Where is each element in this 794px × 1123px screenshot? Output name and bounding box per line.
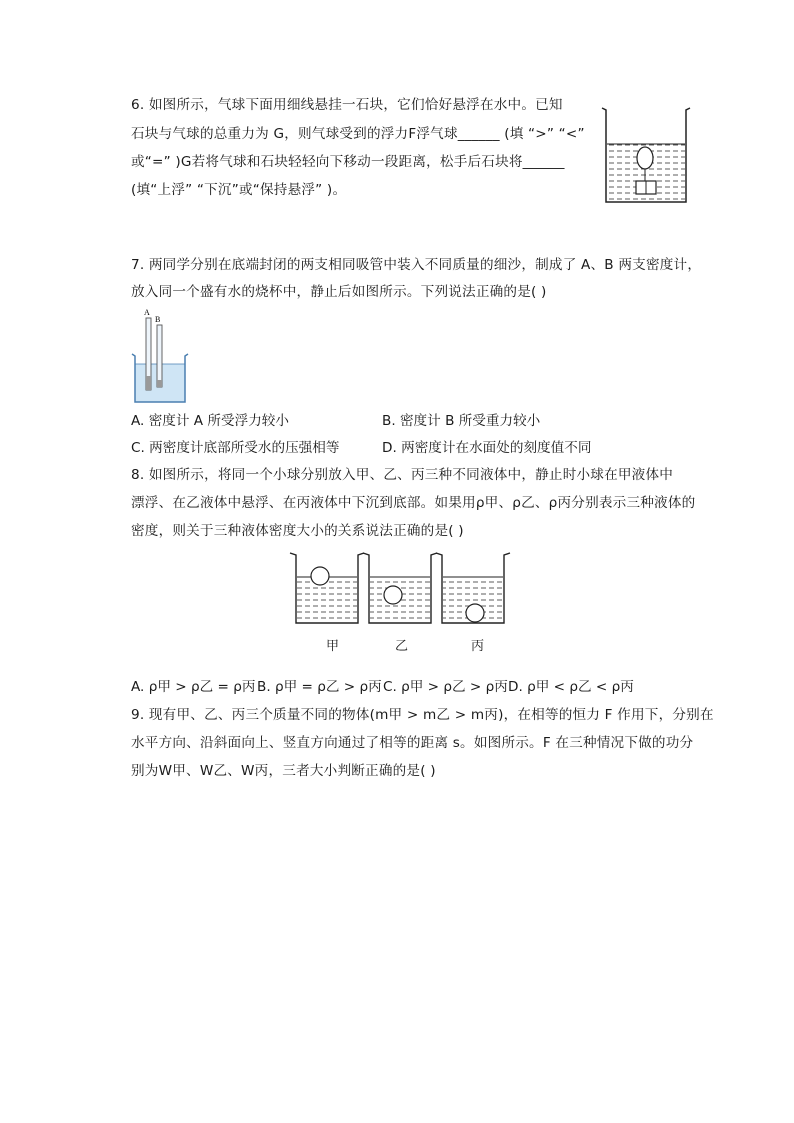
balloon-beaker-figure (600, 106, 692, 208)
q6-line-3: 或“=” )G若将气球和石块轻轻向下移动一段距离，松手后石块将______ (131, 154, 565, 170)
q7-option-b: B. 密度计 B 所受重力较小 (382, 413, 541, 429)
q8-option-c: C. ρ甲 > ρ乙 > ρ丙 (383, 679, 508, 695)
q8-line-1: 8. 如图所示，将同一个小球分别放入甲、乙、丙三种不同液体中，静止时小球在甲液体中 (131, 467, 674, 483)
three-beakers-figure (288, 549, 514, 629)
q8-option-b: B. ρ甲 = ρ乙 > ρ丙 (257, 679, 382, 695)
q9-line-2: 水平方向、沿斜面向上、竖直方向通过了相等的距离 s。如图所示。F 在三种情况下做的功分 (131, 735, 694, 751)
label-yi: 乙 (395, 639, 409, 654)
q6-line-4: (填“上浮” “下沉”或“保持悬浮” )。 (131, 182, 347, 198)
q7-option-a: A. 密度计 A 所受浮力较小 (131, 413, 289, 429)
q6-line-1: 6. 如图所示，气球下面用细线悬挂一石块，它们恰好悬浮在水中。已知 (131, 97, 563, 113)
fig-label-a: A (144, 308, 150, 317)
q6-line-2: 石块与气球的总重力为 G，则气球受到的浮力F浮气球______ (填 “>” “<” (131, 126, 585, 142)
hydrometer-beaker-figure (128, 306, 190, 406)
q7-option-c: C. 两密度计底部所受水的压强相等 (131, 440, 340, 456)
q7-line-1: 7. 两同学分别在底端封闭的两支相同吸管中装入不同质量的细沙，制成了 A、B 两支密度计， (131, 257, 702, 273)
q7-line-2: 放入同一个盛有水的烧杯中，静止后如图所示。下列说法正确的是( ) (131, 284, 547, 300)
q7-option-d: D. 两密度计在水面处的刻度值不同 (382, 440, 592, 456)
q8-line-3: 密度，则关于三种液体密度大小的关系说法正确的是( ) (131, 523, 464, 539)
q9-line-3: 别为W甲、W乙、W丙，三者大小判断正确的是( ) (131, 763, 436, 779)
label-jia: 甲 (326, 639, 340, 654)
q8-option-a: A. ρ甲 > ρ乙 = ρ丙 (131, 679, 256, 695)
q8-option-d: D. ρ甲 < ρ乙 < ρ丙 (508, 679, 634, 695)
fig-label-b: B (155, 315, 161, 324)
q8-line-2: 漂浮、在乙液体中悬浮、在丙液体中下沉到底部。如果用ρ甲、ρ乙、ρ丙分别表示三种液体的 (131, 495, 696, 511)
q9-line-1: 9. 现有甲、乙、丙三个质量不同的物体(m甲 > m乙 > m丙)，在相等的恒力 F 作用下，分别在 (131, 707, 714, 723)
label-bing: 丙 (471, 639, 485, 654)
